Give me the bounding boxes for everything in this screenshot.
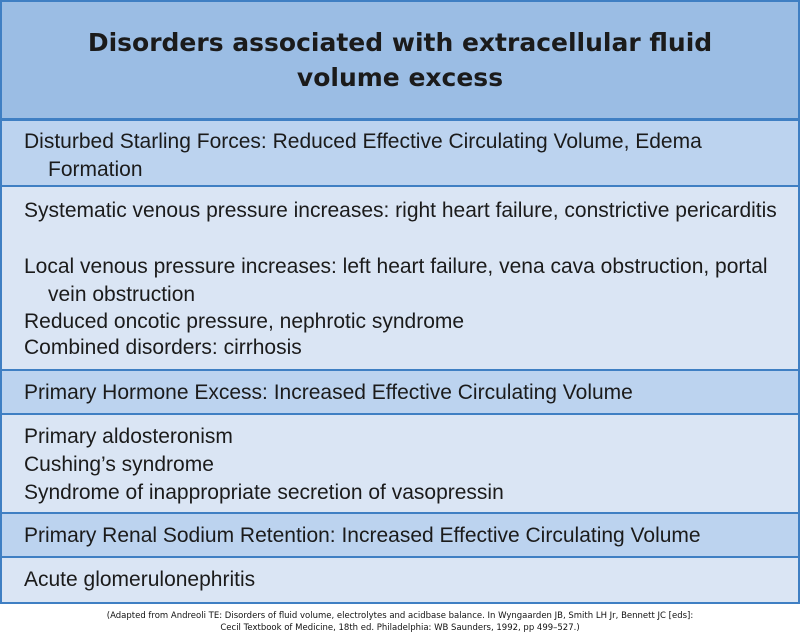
list-item: Systematic venous pressure increases: right heart failure, constrictive pericarditis [24, 199, 777, 222]
list-item: Primary aldosteronism [24, 425, 233, 448]
source-line: (Adapted from Andreoli TE: Disorders of fluid volume, electrolytes and acidbase balance. In Wyngaarden JB, Smith LH Jr, Bennett JC [eds]: [106, 611, 694, 621]
source-line: Cecil Textbook of Medicine, 18th ed. Philadelphia: WB Saunders, 1992, pp 499–527.) [220, 623, 580, 633]
list-item: Acute glomerulonephritis [24, 568, 256, 591]
list-item: Combined disorders: cirrhosis [24, 336, 302, 359]
list-item: Local venous pressure increases: left heart failure, vena cava obstruction, portal vein obstruction [24, 255, 768, 306]
source-citation [0, 610, 800, 634]
list-item: Reduced oncotic pressure, nephrotic syndrome [24, 310, 465, 333]
table-title [2, 2, 798, 118]
section-heading: Primary Renal Sodium Retention: Increased Effective Circulating Volume [24, 524, 701, 547]
list-item: Syndrome of inappropriate secretion of vasopressin [24, 481, 504, 504]
section-heading: Disturbed Starling Forces: Reduced Effective Circulating Volume, Edema Formation [24, 130, 702, 181]
list-item: Cushing’s syndrome [24, 453, 214, 476]
section-heading: Primary Hormone Excess: Increased Effective Circulating Volume [24, 381, 633, 404]
table-title-text: Disorders associated with extracellular fluid volume excess [87, 28, 713, 92]
